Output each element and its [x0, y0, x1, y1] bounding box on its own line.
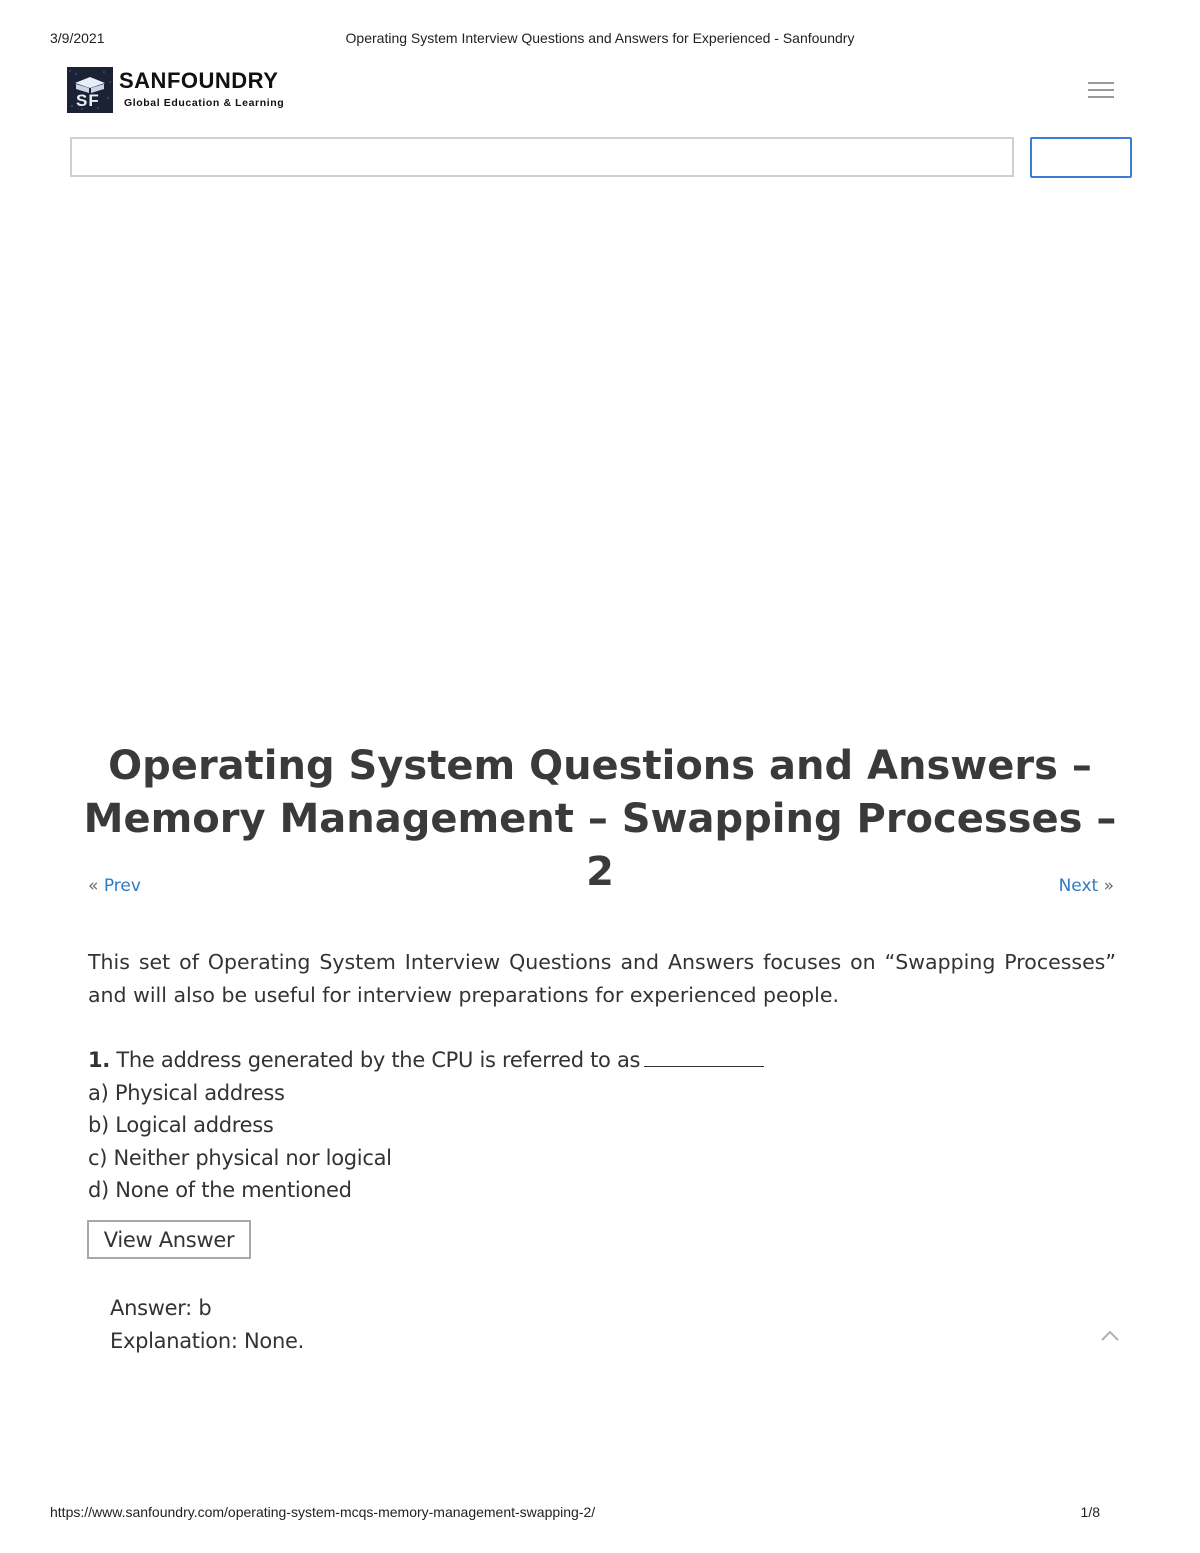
logo-mark-text: SF	[76, 91, 100, 110]
print-header	[50, 28, 1150, 50]
print-page-number: 1/8	[1080, 1504, 1100, 1520]
question-number: 1.	[88, 1048, 110, 1072]
option-d: d) None of the mentioned	[88, 1178, 352, 1202]
prev-link-label: Prev	[103, 876, 141, 896]
search-input[interactable]	[70, 137, 1014, 177]
page-title: Operating System Questions and Answers – Memory Management – Swapping Processes – 2	[83, 743, 1117, 895]
site-logo[interactable]	[67, 67, 327, 113]
prev-arrow-icon: «	[88, 876, 99, 896]
intro-paragraph: This set of Operating System Interview Questions and Answers focuses on “Swapping Processes” and will also be useful for interview preparations for experienced people.	[88, 950, 1116, 1007]
view-answer-button[interactable]: View Answer	[87, 1220, 251, 1259]
option-c: c) Neither physical nor logical	[88, 1145, 392, 1170]
print-url: https://www.sanfoundry.com/operating-system-mcqs-memory-management-swapping-2/	[50, 1504, 596, 1520]
next-arrow-icon: »	[1103, 876, 1114, 896]
question-blank	[644, 1046, 764, 1067]
hamburger-menu-icon[interactable]	[1088, 80, 1114, 100]
print-footer	[50, 1504, 1150, 1526]
option-a: a) Physical address	[88, 1080, 285, 1105]
answer-block	[110, 1292, 304, 1357]
question-text: The address generated by the CPU is referred to as	[116, 1048, 641, 1072]
answer-text: Answer: b	[110, 1296, 212, 1320]
question-text-line	[88, 1044, 1088, 1077]
print-document-title: Operating System Interview Questions and Answers for Experienced - Sanfoundry	[345, 30, 855, 46]
question-block	[88, 1044, 1088, 1207]
prev-link[interactable]	[88, 876, 141, 896]
logo-tagline: Global Education & Learning	[124, 97, 285, 109]
next-link-label: Next	[1058, 876, 1099, 896]
next-link[interactable]	[1059, 876, 1114, 896]
chevron-up-icon[interactable]	[1099, 1327, 1121, 1341]
option-b: b) Logical address	[88, 1113, 274, 1137]
logo-mark-icon	[67, 67, 113, 113]
logo-name: SANFOUNDRY	[119, 68, 279, 93]
explanation-text: Explanation: None.	[110, 1328, 304, 1353]
search-button[interactable]	[1030, 137, 1132, 178]
print-date: 3/9/2021	[50, 30, 105, 46]
